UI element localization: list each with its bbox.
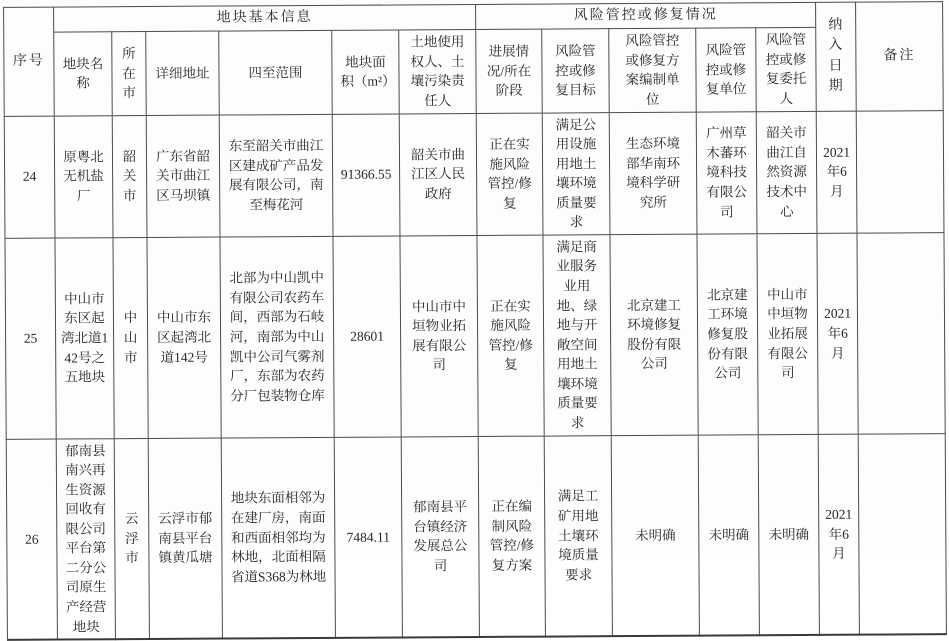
header-land-owner: 土地使用权人、土壤污染责任人: [399, 30, 477, 114]
table-row: [4, 110, 944, 238]
cell-remediation-unit: 未明确: [698, 434, 759, 635]
cell-remark: [857, 233, 945, 434]
cell-area: 91366.55: [332, 114, 400, 237]
header-plan-unit: 风险管控或修复方案编制单位: [609, 28, 697, 112]
land-parcel-records-table: [3, 1, 947, 641]
cell-plan-unit: 生态环境部华南环境科学研究所: [609, 112, 697, 235]
cell-address: 中山市东区起湾北道142号: [147, 237, 221, 438]
cell-seq: 25: [5, 238, 56, 439]
cell-city: 云浮市: [114, 438, 149, 639]
cell-owner: 韶关市曲江区人民政府: [399, 113, 477, 236]
header-remediation-unit: 风险管控或修复单位: [696, 28, 757, 112]
header-address: 详细地址: [146, 31, 220, 115]
cell-progress: 正在实施风险管控/修复: [477, 235, 544, 436]
cell-owner: 中山市中垣物业拓展有限公司: [400, 235, 478, 436]
cell-boundaries: 北部为中山凯中有限公司农药车间，西部为石岐河，南部为中山凯中公司气雾剂厂，东部为农药分厂包装物仓库: [220, 236, 334, 437]
cell-target: 满足商业服务业用地、绿地与开敞空间用地土壤环境质量要求: [543, 235, 611, 436]
cell-address: 广东省韶关市曲江区马坝镇: [146, 115, 220, 238]
table-row: [5, 233, 945, 439]
cell-date: 2021年6月: [817, 233, 858, 434]
header-area: 地块面积（m²）: [332, 30, 400, 114]
header-city: 所在市: [112, 32, 147, 115]
cell-city: 中山市: [113, 237, 148, 438]
cell-client: 韶关市曲江自然资源技术中心: [756, 111, 817, 234]
header-boundaries: 四至范围: [219, 31, 333, 115]
cell-progress: 正在实施风险管控/修复: [476, 113, 543, 236]
cell-site-name: 中山市东区起湾北道142号之五地块: [55, 238, 114, 439]
cell-seq: 26: [6, 439, 57, 640]
cell-boundaries: 地块东面相邻为在建厂房，南面和西面相邻均为林地，北面相隔省道S368为林地: [221, 437, 335, 639]
cell-address: 云浮市郁南县平台镇黄瓜塘: [148, 438, 222, 640]
table-sub-header-row: [4, 27, 944, 116]
cell-site-name: 原粤北无机盐厂: [54, 115, 113, 238]
cell-seq: 24: [4, 116, 55, 239]
cell-remark: [856, 110, 944, 233]
cell-remediation-unit: 北京建工环境修复股份有限公司: [697, 234, 758, 435]
cell-boundaries: 东至韶关市曲江区建成矿产品发展有限公司，南至梅花河: [219, 114, 333, 237]
cell-city: 韶关市: [112, 115, 147, 238]
header-group-basic-info: 地块基本信息: [54, 4, 476, 32]
cell-area: 7484.11: [334, 437, 402, 639]
cell-progress: 正在编制风险管控/修复方案: [478, 436, 545, 638]
header-seq: 序号: [4, 7, 55, 116]
header-group-risk-control: 风险管控或修复情况: [476, 2, 816, 29]
cell-target: 满足工矿用地土壤环境质量要求: [544, 435, 612, 637]
cell-target: 满足公用设施用地土壤环境质量要求: [542, 112, 610, 235]
header-site-name: 地块名称: [54, 32, 113, 116]
cell-remediation-unit: 广州草木蕃环境科技有限公司: [696, 111, 757, 234]
cell-client: 中山市中垣物业拓展有限公司: [757, 233, 818, 434]
header-client: 风险管控或修复委托人: [756, 28, 817, 112]
table-row: [6, 433, 946, 640]
header-remark: 备注: [856, 2, 944, 111]
cell-date: 2021年6月: [818, 434, 859, 635]
header-progress: 进展情况/所在阶段: [476, 29, 543, 113]
header-target: 风险管控或修复目标: [542, 29, 610, 113]
cell-owner: 郁南县平台镇经济发展总公司: [401, 436, 479, 638]
cell-plan-unit: 北京建工环境修复股份有限公司: [610, 234, 698, 435]
cell-client: 未明确: [758, 434, 819, 635]
cell-area: 28601: [333, 236, 401, 437]
cell-site-name: 郁南县南兴再生资源回收有限公司平台第二分公司原生产经营地块: [56, 438, 115, 639]
header-inclusion-date: 纳入日期: [816, 2, 857, 111]
cell-remark: [858, 433, 946, 635]
cell-date: 2021年6月: [816, 111, 857, 234]
cell-plan-unit: 未明确: [611, 435, 699, 637]
